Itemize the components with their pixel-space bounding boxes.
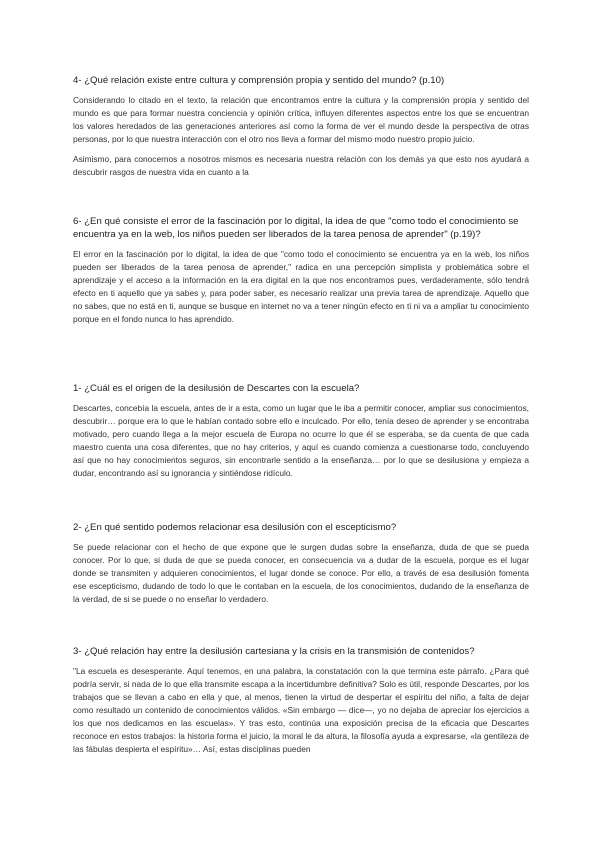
answer-paragraph: Considerando lo citado en el texto, la relación que encontramos entre la cultura y la comprensión propia y sentido del mundo es que para formar nuestra conciencia y opinión crítica, influyen diferentes aspectos entre los que se encuentran los valores heredados de las generaciones anteriores así como la forma de ver el mundo desde la perspectiva de otras personas, por lo que nuestra interacción con el otro nos lleva a formar del mismo modo nuestro propio juicio. [73, 95, 529, 144]
answer-paragraph: Descartes, concebía la escuela, antes de ir a esta, como un lugar que le iba a permitir conocer, ampliar sus conocimientos, descubrir… porque era lo que le habían contado sobre ello e inculcado. Por ello, tenía deseo de aprender y se encontraba motivado, pero cuando llega a la mejor escuela de Europa no ocurre lo que él se esperaba, se da cuenta de que cada maestro cuenta una cosa diferentes, que no hay criterios, y aquí es cuando comienza a cuestionarse todo, concluyendo así que no hay conocimientos seguros, sin encontrarle sentido a la enseñanza… por lo que se desilusiona y empieza a dudar, encontrando así su ignorancia y sintiéndose ridículo. [73, 403, 529, 478]
question-heading: 4- ¿Qué relación existe entre cultura y comprensión propia y sentido del mundo? (p.10) [73, 75, 445, 86]
answer-paragraph: El error en la fascinación por lo digital, la idea de que "como todo el conocimiento se encuentra ya en la web, los niños pueden ser liberados de la tarea penosa de aprender," radica en una percepción simplista y problemática sobre el aprendizaje y el acceso a la información en la era digital en la que nos encontramos pues, verdaderamente, sólo tendrá efecto en ti aquello que ya sabes y, para poder saber, es necesario realizar una previa tarea de aprendizaje. Aquello que no sabes, que no está en ti, aunque se busque en internet no va a tener ningún efecto en ti ni va a ampliar tu conocimiento porque en el fondo nunca lo has aprendido. [73, 249, 529, 324]
answer-section-2 [73, 521, 529, 613]
answer-section-3 [73, 645, 529, 763]
answer-section-4 [73, 74, 529, 186]
answer-section-1 [73, 382, 529, 487]
question-heading: 6- ¿En qué consiste el error de la fascinación por lo digital, la idea de que "como todo el conocimiento se encuentra ya en la web, los niños pueden ser liberados de la tarea penosa de aprender" (p.19)? [73, 216, 519, 240]
answer-paragraph: Asimismo, para conocernos a nosotros mismos es necesaria nuestra relación con los demás ya que esto nos ayudará a descubrir rasgos de nuestra vida en cuanto a la [73, 154, 529, 177]
question-heading: 1- ¿Cuál es el origen de la desilusión de Descartes con la escuela? [73, 383, 360, 394]
answer-paragraph: "La escuela es desesperante. Aquí tenemos, en una palabra, la constatación con la que termina este párrafo. ¿Para qué podría servir, si nada de lo que ella transmite escapa a la incertidumbre definitiva? Solo es útil, responde Descartes, por los trabajos que se llevan a cabo en ella y que, al menos, tienen la virtud de despertar el espíritu del niño, a falta de dejar como resultado un contenido de conocimientos válidos. «Sin embargo — dice—, yo no dejaba de apreciar los ejercicios a los que nos dedicamos en las escuelas». Y tras esto, continúa una exposición precisa de la eficacia que Descartes reconoce en estos trabajos: la historia forma el juicio, la moral le da altura, la filosofía ayuda a expresarse, «la gentileza de las fábulas despierta el espíritu»… Así, estas disciplinas pueden [73, 666, 529, 754]
question-heading: 2- ¿En qué sentido podemos relacionar esa desilusión con el escepticismo? [73, 522, 397, 533]
answer-paragraph: Se puede relacionar con el hecho de que expone que le surgen dudas sobre la enseñanza, duda de que se pueda conocer. Por lo que, si duda de que se pueda conocer, en consecuencia va a dudar de la escuela, porque es el lugar donde se transmiten y adquieren conocimientos, el lugar donde se conoce. Por ello, a través de esa desilusión fomenta ese escepticismo, dudando de todo lo que le contaban en la escuela, de los conocimientos, dudando de la enseñanza de la verdad, de si se puede o no enseñar lo verdadero. [73, 542, 529, 604]
answer-section-6 [73, 215, 529, 333]
question-heading: 3- ¿Qué relación hay entre la desilusión cartesiana y la crisis en la transmisión de contenidos? [73, 646, 475, 657]
